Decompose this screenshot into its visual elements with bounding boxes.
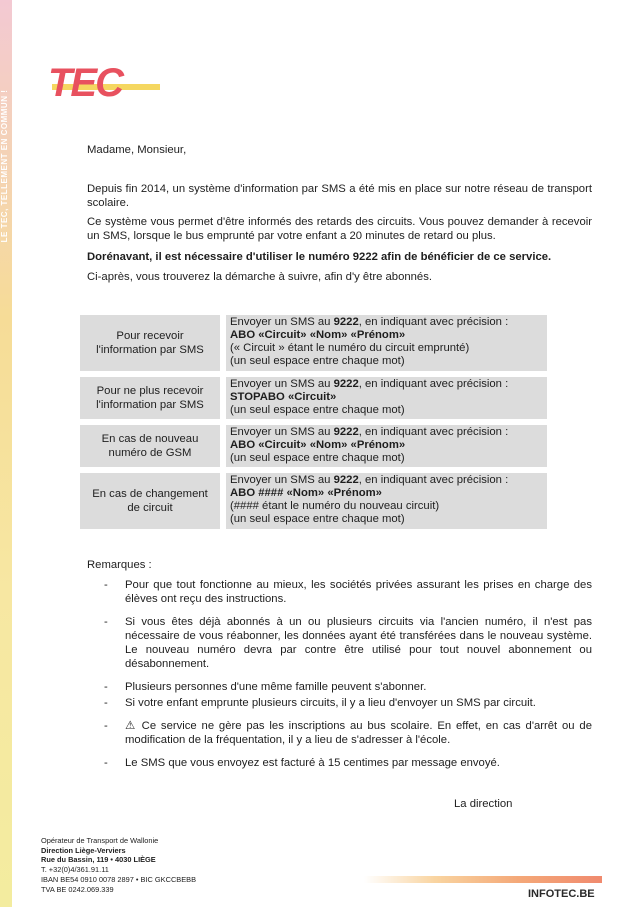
important-notice: Dorénavant, il est nécessaire d'utiliser le numéro 9222 afin de bénéficier de ce service. <box>87 251 552 263</box>
list-item: - Pour que tout fonctionne au mieux, les sociétés privées assurant les prises en charge des élèves ont reçu des instructions. <box>104 578 592 606</box>
sidebar-slogan: LE TEC, TELLEMENT EN COMMUN ! <box>0 89 9 243</box>
table-row <box>80 377 547 419</box>
row-instructions: Envoyer un SMS au 9222, en indiquant avec précision : ABO #### «Nom» «Prénom» (#### étant le numéro du nouveau circuit) (un seul espace entre chaque mot) <box>226 473 547 529</box>
decorative-sidebar <box>0 0 12 907</box>
remarks-list <box>104 578 592 779</box>
signature: La direction <box>454 798 513 810</box>
list-item: - Le SMS que vous envoyez est facturé à 15 centimes par message envoyé. <box>104 756 592 770</box>
footer-address: Opérateur de Transport de Wallonie Direction Liège-Verviers Rue du Bassin, 119 • 4030 LIÈGE T. +32(0)4/361.91.11 IBAN BE54 0910 0078 2897 • BIC GKCCBEBB TVA BE 0242.069.339 <box>41 836 197 894</box>
intro-paragraph: Depuis fin 2014, un système d'information par SMS a été mis en place sur notre réseau de transport scolaire. <box>87 183 592 209</box>
sms-command: STOPABO «Circuit» <box>230 391 337 403</box>
sms-command: ABO #### «Nom» «Prénom» <box>230 487 382 499</box>
list-item: - Si votre enfant emprunte plusieurs circuits, il y a lieu d'envoyer un SMS par circuit. <box>104 696 592 710</box>
row-instructions: Envoyer un SMS au 9222, en indiquant avec précision : ABO «Circuit» «Nom» «Prénom» (un seul espace entre chaque mot) <box>226 425 547 467</box>
list-item: - Si vous êtes déjà abonnés à un ou plusieurs circuits via l'ancien numéro, il n'est pas nécessaire de vous réabonner, les données ayant été transférées dans le nouveau système. Le nouveau numéro devra par contre être utilisé pour tout nouvel abonnement ou désabonnement. <box>104 615 592 671</box>
purpose-paragraph: Ce système vous permet d'être informés des retards des circuits. Vous pouvez demander à recevoir un SMS, lorsque le bus emprunté par votre enfant a 20 minutes de retard ou plus. <box>87 216 592 242</box>
sms-instructions-table <box>80 315 547 535</box>
table-row <box>80 425 547 467</box>
tec-logo <box>42 58 162 110</box>
sms-command: ABO «Circuit» «Nom» «Prénom» <box>230 439 406 451</box>
row-label: En cas de changement de circuit <box>80 473 220 529</box>
row-label: Pour recevoir l'information par SMS <box>80 315 220 371</box>
next-steps-paragraph: Ci-après, vous trouverez la démarche à suivre, afin d'y être abonnés. <box>87 271 433 283</box>
decorative-footer-bar <box>364 876 602 883</box>
website-link[interactable]: INFOTEC.BE <box>528 888 595 900</box>
row-label: En cas de nouveau numéro de GSM <box>80 425 220 467</box>
row-label: Pour ne plus recevoir l'information par SMS <box>80 377 220 419</box>
salutation: Madame, Monsieur, <box>87 144 187 156</box>
remarks-title: Remarques : <box>87 559 152 571</box>
list-item: - ⚠ Ce service ne gère pas les inscriptions au bus scolaire. En effet, en cas d'arrêt ou de modification de la fréquentation, il y a lieu de s'adresser à l'école. <box>104 719 592 747</box>
warning-triangle-icon: ⚠ <box>125 720 142 732</box>
svg-text:TEC: TEC <box>48 61 122 105</box>
table-row <box>80 315 547 371</box>
row-instructions: Envoyer un SMS au 9222, en indiquant avec précision : ABO «Circuit» «Nom» «Prénom» (« Circuit » étant le numéro du circuit emprunté) (un seul espace entre chaque mot) <box>226 315 547 371</box>
row-instructions: Envoyer un SMS au 9222, en indiquant avec précision : STOPABO «Circuit» (un seul espace entre chaque mot) <box>226 377 547 419</box>
table-row <box>80 473 547 529</box>
sms-command: ABO «Circuit» «Nom» «Prénom» <box>230 329 406 341</box>
list-item: - Plusieurs personnes d'une même famille peuvent s'abonner. <box>104 680 592 694</box>
